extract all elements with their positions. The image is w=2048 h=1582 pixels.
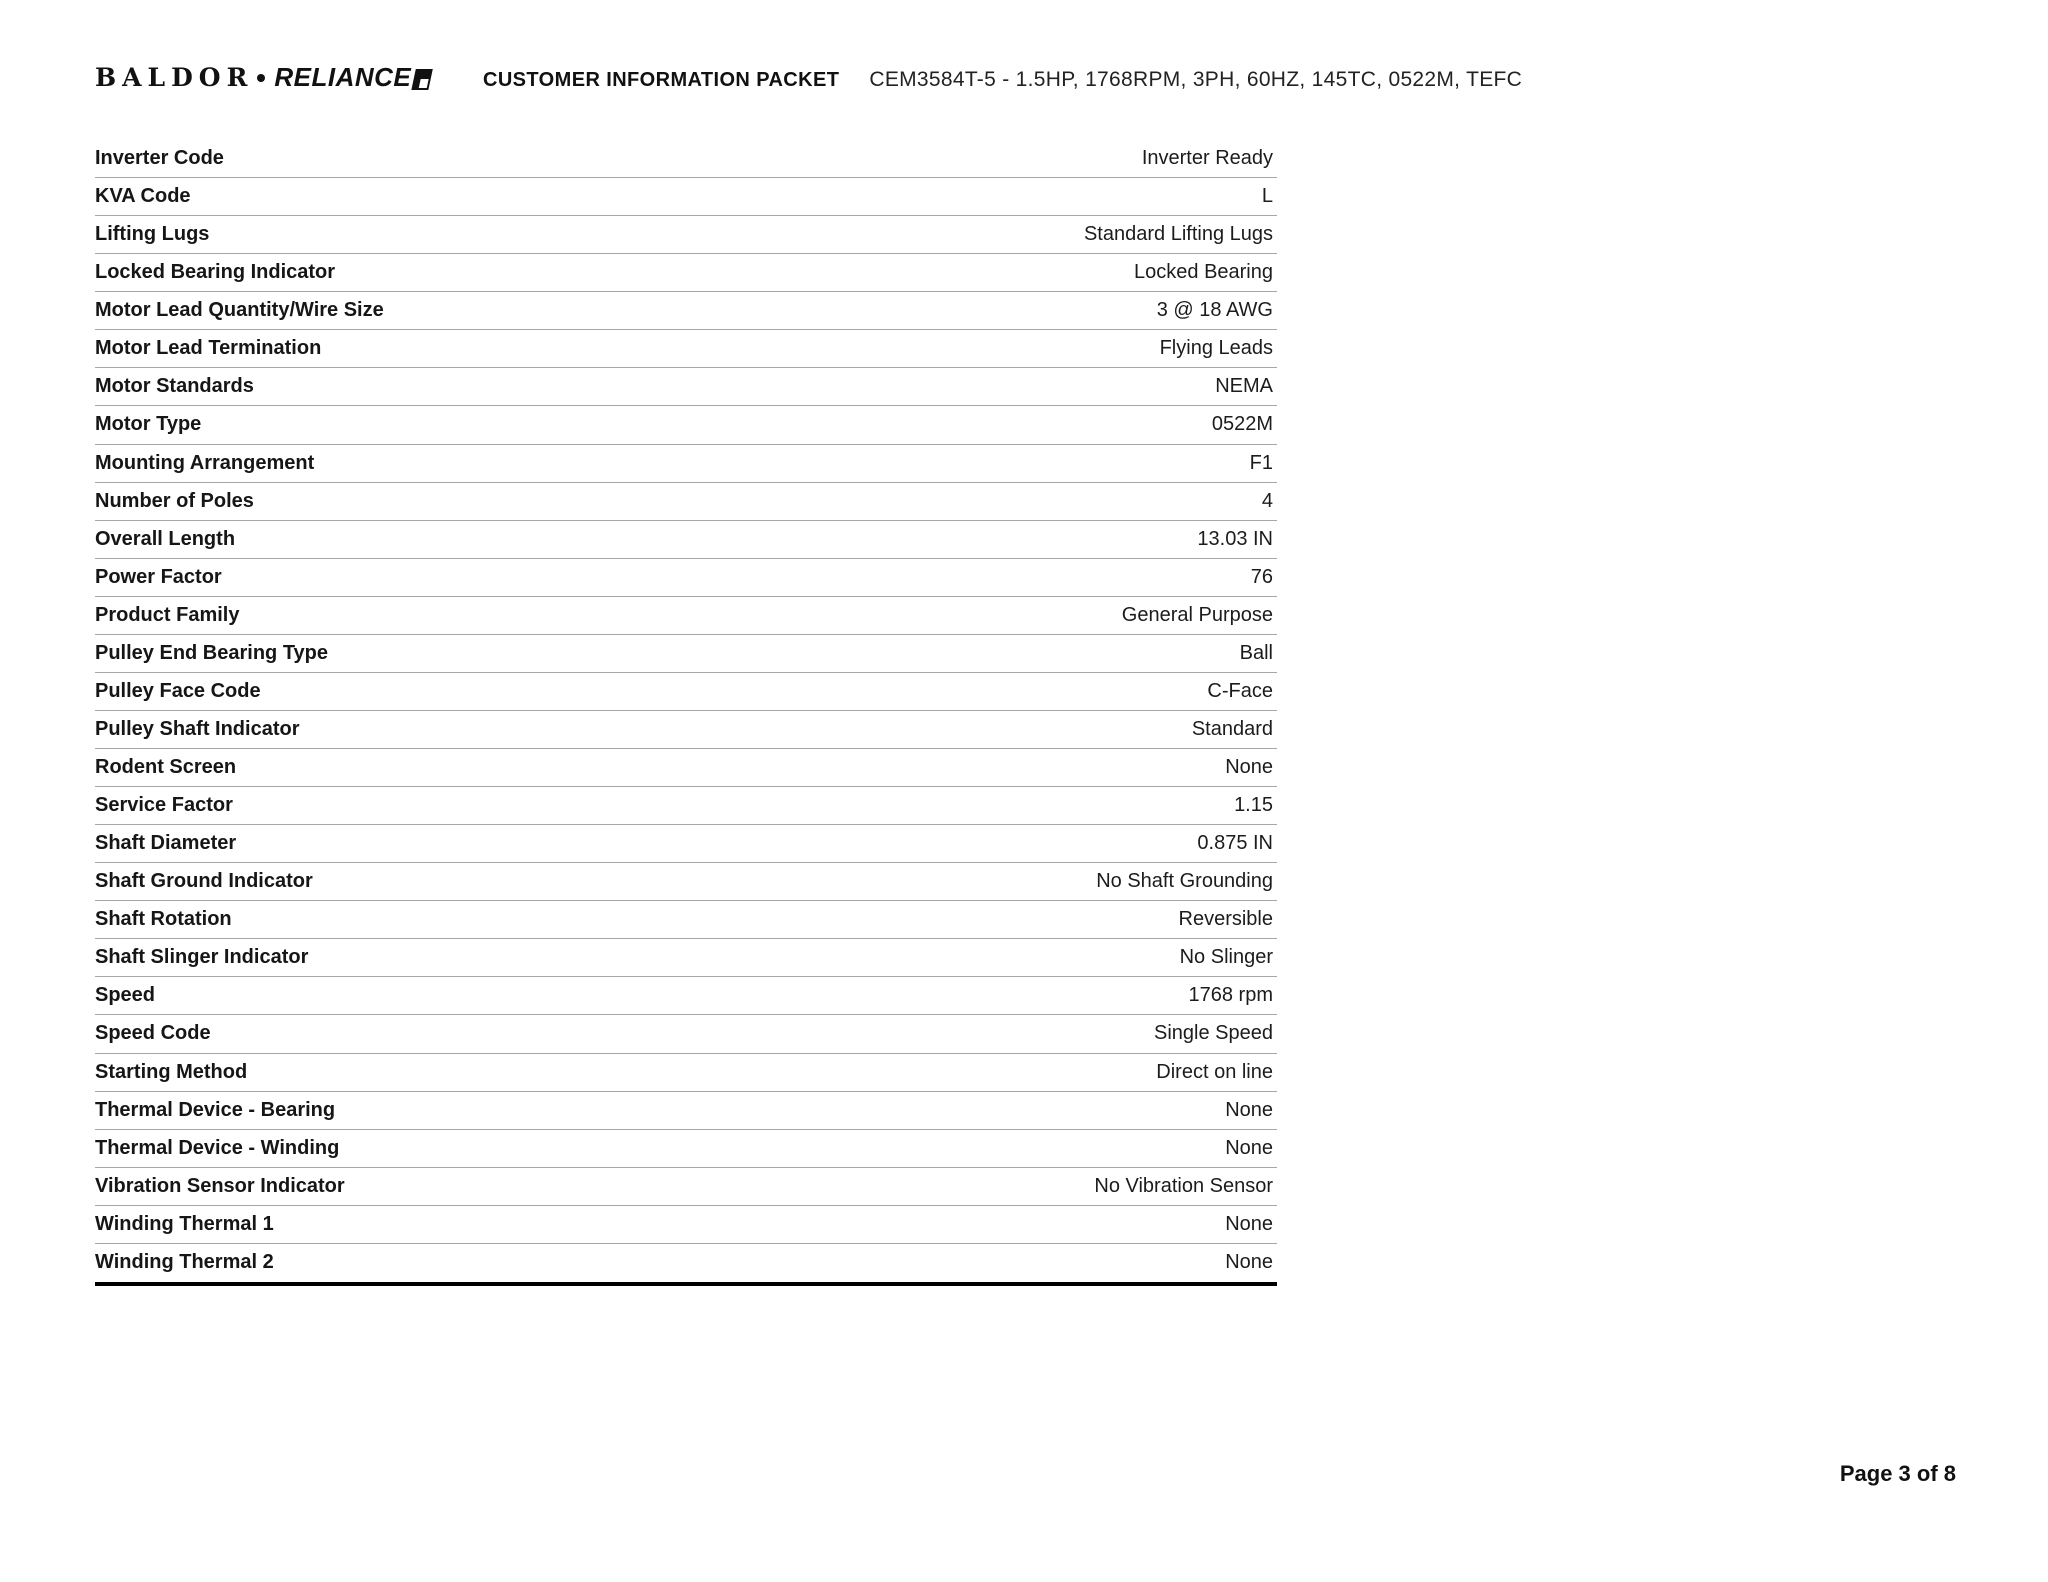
spec-label: Pulley Shaft Indicator [95, 717, 300, 740]
reliance-trademark-icon [412, 69, 433, 90]
spec-label: Power Factor [95, 565, 222, 588]
spec-value: C-Face [1207, 679, 1273, 702]
table-row [95, 140, 1277, 178]
spec-value: None [1225, 756, 1273, 779]
table-row [95, 1168, 1277, 1206]
table-row [95, 445, 1277, 483]
spec-value: No Vibration Sensor [1094, 1174, 1273, 1197]
table-row [95, 521, 1277, 559]
table-row [95, 1130, 1277, 1168]
table-row [95, 673, 1277, 711]
spec-label: Locked Bearing Indicator [95, 261, 336, 284]
table-row [95, 901, 1277, 939]
spec-label: Shaft Slinger Indicator [95, 946, 309, 969]
table-row [95, 825, 1277, 863]
spec-value: None [1225, 1251, 1273, 1274]
spec-value: 3 @ 18 AWG [1156, 299, 1273, 322]
table-row [95, 1206, 1277, 1244]
document-title: CUSTOMER INFORMATION PACKET [483, 69, 840, 91]
spec-value: Direct on line [1156, 1060, 1273, 1083]
spec-label: Lifting Lugs [95, 223, 210, 246]
table-row [95, 939, 1277, 977]
spec-value: General Purpose [1121, 603, 1273, 626]
table-row [95, 483, 1277, 521]
spec-value: 1768 rpm [1188, 984, 1273, 1007]
spec-value: Single Speed [1154, 1022, 1273, 1045]
spec-value: None [1225, 1098, 1273, 1121]
spec-label: Motor Lead Termination [95, 337, 322, 360]
logo-dot-icon [257, 74, 265, 82]
table-row [95, 406, 1277, 444]
spec-label: Motor Lead Quantity/Wire Size [95, 299, 384, 322]
spec-value: 1.15 [1234, 794, 1273, 817]
spec-value: No Shaft Grounding [1096, 870, 1273, 893]
spec-value: 0522M [1211, 413, 1273, 436]
table-row [95, 711, 1277, 749]
spec-label: Shaft Diameter [95, 832, 237, 855]
table-row [95, 368, 1277, 406]
table-row [95, 178, 1277, 216]
table-row [95, 863, 1277, 901]
logo-text-baldor: BALDOR [95, 63, 254, 92]
spec-value: Ball [1239, 641, 1273, 664]
spec-value: NEMA [1215, 375, 1273, 398]
spec-value: 76 [1250, 565, 1273, 588]
spec-label: Vibration Sensor Indicator [95, 1174, 345, 1197]
table-row [95, 330, 1277, 368]
spec-value: Standard [1191, 717, 1273, 740]
spec-value: 0.875 IN [1197, 832, 1273, 855]
spec-label: Service Factor [95, 794, 233, 817]
spec-label: Inverter Code [95, 147, 224, 170]
spec-value: 4 [1261, 489, 1273, 512]
spec-label: Product Family [95, 603, 240, 626]
table-row [95, 787, 1277, 825]
spec-value: Standard Lifting Lugs [1083, 223, 1273, 246]
spec-value: None [1225, 1136, 1273, 1159]
table-row [95, 1244, 1277, 1282]
spec-value: Flying Leads [1159, 337, 1273, 360]
table-row [95, 216, 1277, 254]
spec-value: Locked Bearing [1134, 261, 1273, 284]
page-number: Page 3 of 8 [1839, 1461, 1956, 1486]
table-row [95, 635, 1277, 673]
table-row [95, 292, 1277, 330]
spec-label: Motor Type [95, 413, 202, 436]
spec-label: Pulley End Bearing Type [95, 641, 329, 664]
spec-label: Winding Thermal 1 [95, 1212, 274, 1235]
spec-label: Speed Code [95, 1022, 211, 1045]
table-row [95, 559, 1277, 597]
baldor-reliance-logo [95, 62, 447, 93]
logo-text-reliance: RELIANCE [274, 62, 412, 92]
spec-label: Thermal Device - Winding [95, 1136, 340, 1159]
table-row [95, 597, 1277, 635]
table-row [95, 1092, 1277, 1130]
table-row [95, 254, 1277, 292]
spec-label: Pulley Face Code [95, 679, 261, 702]
spec-value: No Slinger [1179, 946, 1273, 969]
spec-table [95, 140, 1277, 1286]
spec-label: Overall Length [95, 527, 236, 550]
spec-value: Reversible [1178, 908, 1273, 931]
spec-value: None [1225, 1212, 1273, 1235]
table-row [95, 1054, 1277, 1092]
table-row [95, 1015, 1277, 1053]
spec-label: Speed [95, 984, 156, 1007]
spec-value: L [1261, 185, 1273, 208]
spec-label: Motor Standards [95, 375, 254, 398]
table-row [95, 977, 1277, 1015]
spec-label: Number of Poles [95, 489, 254, 512]
spec-label: Thermal Device - Bearing [95, 1098, 336, 1121]
product-code: CEM3584T-5 - 1.5HP, 1768RPM, 3PH, 60HZ, 145TC, 0522M, TEFC [869, 68, 1523, 91]
spec-label: Winding Thermal 2 [95, 1251, 274, 1274]
spec-label: Shaft Rotation [95, 908, 232, 931]
spec-value: Inverter Ready [1141, 147, 1273, 170]
page-header [95, 62, 1988, 93]
spec-label: Shaft Ground Indicator [95, 870, 313, 893]
spec-value: F1 [1249, 451, 1273, 474]
spec-label: KVA Code [95, 185, 191, 208]
spec-label: Starting Method [95, 1060, 248, 1083]
spec-value: 13.03 IN [1197, 527, 1273, 550]
spec-label: Rodent Screen [95, 756, 237, 779]
table-row [95, 749, 1277, 787]
spec-label: Mounting Arrangement [95, 451, 315, 474]
